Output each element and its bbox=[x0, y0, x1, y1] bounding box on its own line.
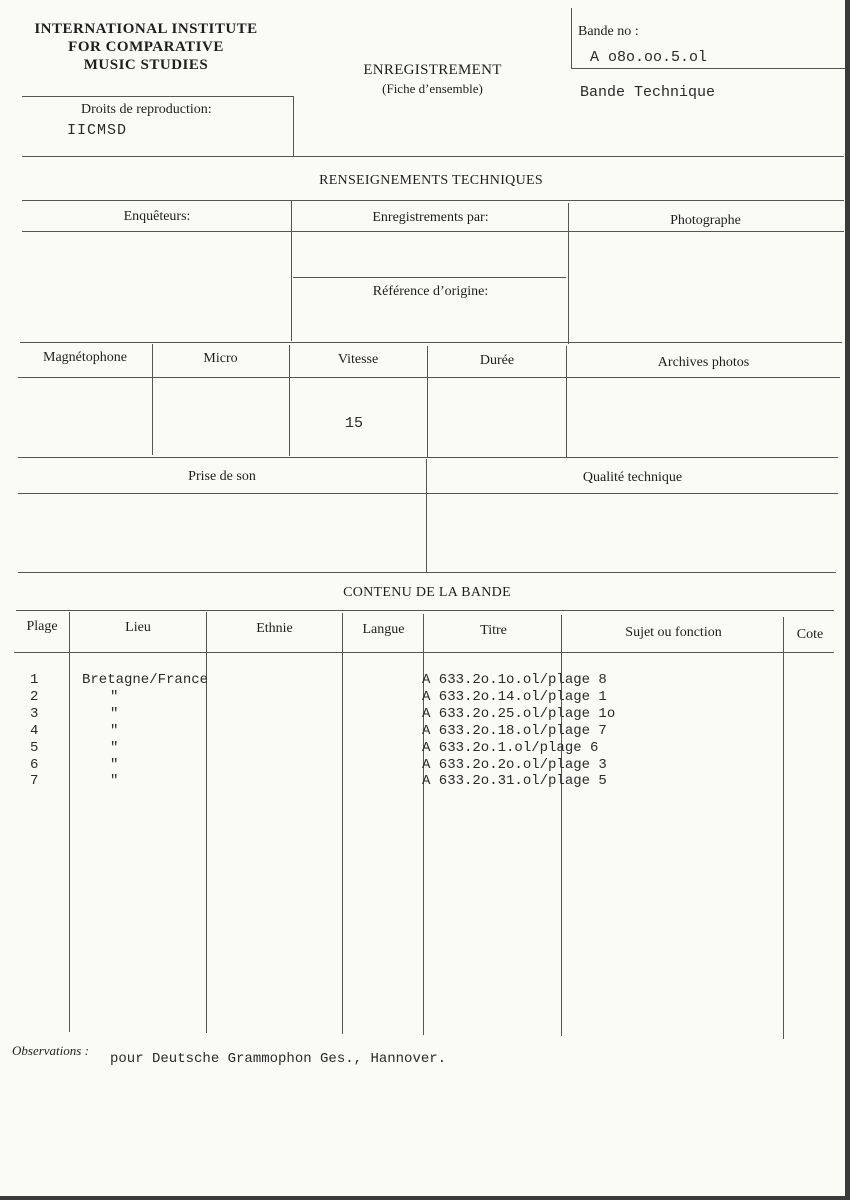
row-titre: A 633.2o.14.ol/plage 1 bbox=[422, 688, 607, 705]
row-lieu: " bbox=[110, 773, 119, 790]
row-lieu: " bbox=[110, 722, 119, 739]
institute-line-1: INTERNATIONAL INSTITUTE bbox=[34, 21, 258, 37]
form-title: ENREGISTREMENT bbox=[363, 62, 502, 78]
droits-right-line bbox=[293, 96, 294, 156]
contenu-header-line bbox=[14, 652, 834, 653]
row-lieu: " bbox=[110, 739, 119, 756]
table-row bbox=[30, 773, 615, 790]
reference-label: Référence d’origine: bbox=[372, 284, 489, 299]
archives-photos-label: Archives photos bbox=[657, 355, 750, 370]
row-titre: A 633.2o.1o.ol/plage 8 bbox=[422, 672, 607, 688]
row-titre: A 633.2o.25.ol/plage 1o bbox=[422, 705, 616, 722]
institute-name bbox=[15, 20, 277, 74]
col-titre-header: Titre bbox=[480, 623, 507, 638]
row-titre: A 633.2o.18.ol/plage 7 bbox=[422, 722, 607, 739]
tech-col-line-2 bbox=[568, 203, 569, 344]
photographe-label: Photographe bbox=[670, 213, 741, 228]
section-tech-title: RENSEIGNEMENTS TECHNIQUES bbox=[319, 173, 543, 188]
enregistrements-par-label: Enregistrements par: bbox=[372, 210, 489, 225]
row-plage: 6 bbox=[30, 756, 39, 773]
row-titre: A 633.2o.31.ol/plage 5 bbox=[422, 773, 607, 790]
tech-label-line bbox=[22, 231, 844, 232]
tech-top-line bbox=[22, 200, 844, 201]
col-ethnie-header: Ethnie bbox=[256, 621, 293, 636]
row-titre: A 633.2o.2o.ol/plage 3 bbox=[422, 756, 607, 773]
reference-divider bbox=[293, 277, 566, 278]
bande-number: A o8o.oo.5.ol bbox=[590, 49, 708, 66]
vitesse-label: Vitesse bbox=[337, 352, 379, 367]
form-subtitle: (Fiche d’ensemble) bbox=[382, 81, 483, 96]
row-lieu: " bbox=[110, 688, 119, 705]
institute-line-2: FOR COMPARATIVE bbox=[68, 39, 224, 55]
son-bottom-line bbox=[18, 572, 836, 573]
duree-label: Durée bbox=[479, 353, 515, 368]
row-plage: 4 bbox=[30, 722, 39, 739]
section-contenu-title: CONTENU DE LA BANDE bbox=[343, 585, 511, 600]
tech-mid-line bbox=[20, 342, 842, 343]
droits-label: Droits de reproduction: bbox=[81, 102, 212, 117]
vitesse-value: 15 bbox=[345, 415, 364, 432]
row-plage: 3 bbox=[30, 705, 39, 722]
table-row bbox=[30, 689, 615, 706]
row-lieu: " bbox=[110, 756, 119, 773]
row-plage: 1 bbox=[30, 672, 39, 688]
table-row bbox=[30, 723, 615, 740]
row-titre: A 633.2o.1.ol/plage 6 bbox=[422, 739, 599, 756]
col-langue-header: Langue bbox=[362, 622, 405, 637]
equip-col-line-3 bbox=[427, 346, 428, 457]
micro-label: Micro bbox=[203, 351, 238, 366]
row-plage: 7 bbox=[30, 773, 39, 790]
bande-box-bottom bbox=[571, 68, 845, 69]
institute-line-3: MUSIC STUDIES bbox=[83, 57, 209, 73]
row-lieu: Bretagne/France bbox=[82, 672, 209, 688]
col-sujet-header: Sujet ou fonction bbox=[625, 625, 722, 640]
row-plage: 5 bbox=[30, 739, 39, 756]
contenu-col-line-6 bbox=[783, 617, 784, 1039]
droits-value: IICMSD bbox=[67, 122, 128, 139]
equipment-label-line bbox=[18, 377, 840, 378]
contenu-top-line bbox=[16, 610, 834, 611]
son-col-line bbox=[426, 459, 427, 572]
table-row bbox=[30, 757, 615, 774]
col-plage-header: Plage bbox=[26, 619, 58, 634]
content-table-body bbox=[30, 672, 615, 790]
tech-col-line-1 bbox=[291, 201, 292, 341]
enqueteurs-label: Enquêteurs: bbox=[123, 209, 191, 224]
bande-box-border bbox=[571, 8, 572, 69]
table-row bbox=[30, 706, 615, 723]
bande-type: Bande Technique bbox=[580, 84, 716, 101]
observations-label: Observations : bbox=[12, 1043, 89, 1058]
col-lieu-header: Lieu bbox=[125, 620, 151, 635]
observations-value: pour Deutsche Grammophon Ges., Hannover. bbox=[110, 1051, 447, 1067]
col-cote-header: Cote bbox=[796, 627, 824, 642]
row-lieu: " bbox=[110, 705, 119, 722]
row-plage: 2 bbox=[30, 688, 39, 705]
prise-de-son-label: Prise de son bbox=[188, 469, 256, 484]
equip-bottom-line bbox=[18, 457, 838, 458]
magnetophone-label: Magnétophone bbox=[43, 350, 127, 365]
equip-col-line-1 bbox=[152, 344, 153, 455]
table-row bbox=[30, 740, 615, 757]
equip-col-line-2 bbox=[289, 345, 290, 456]
table-row bbox=[30, 672, 615, 689]
bande-label: Bande no : bbox=[578, 24, 639, 39]
qualite-technique-label: Qualité technique bbox=[582, 470, 683, 485]
equip-col-line-4 bbox=[566, 346, 567, 458]
header-bottom-line bbox=[22, 156, 844, 157]
son-label-line bbox=[18, 493, 838, 494]
droits-top-line bbox=[22, 96, 294, 97]
